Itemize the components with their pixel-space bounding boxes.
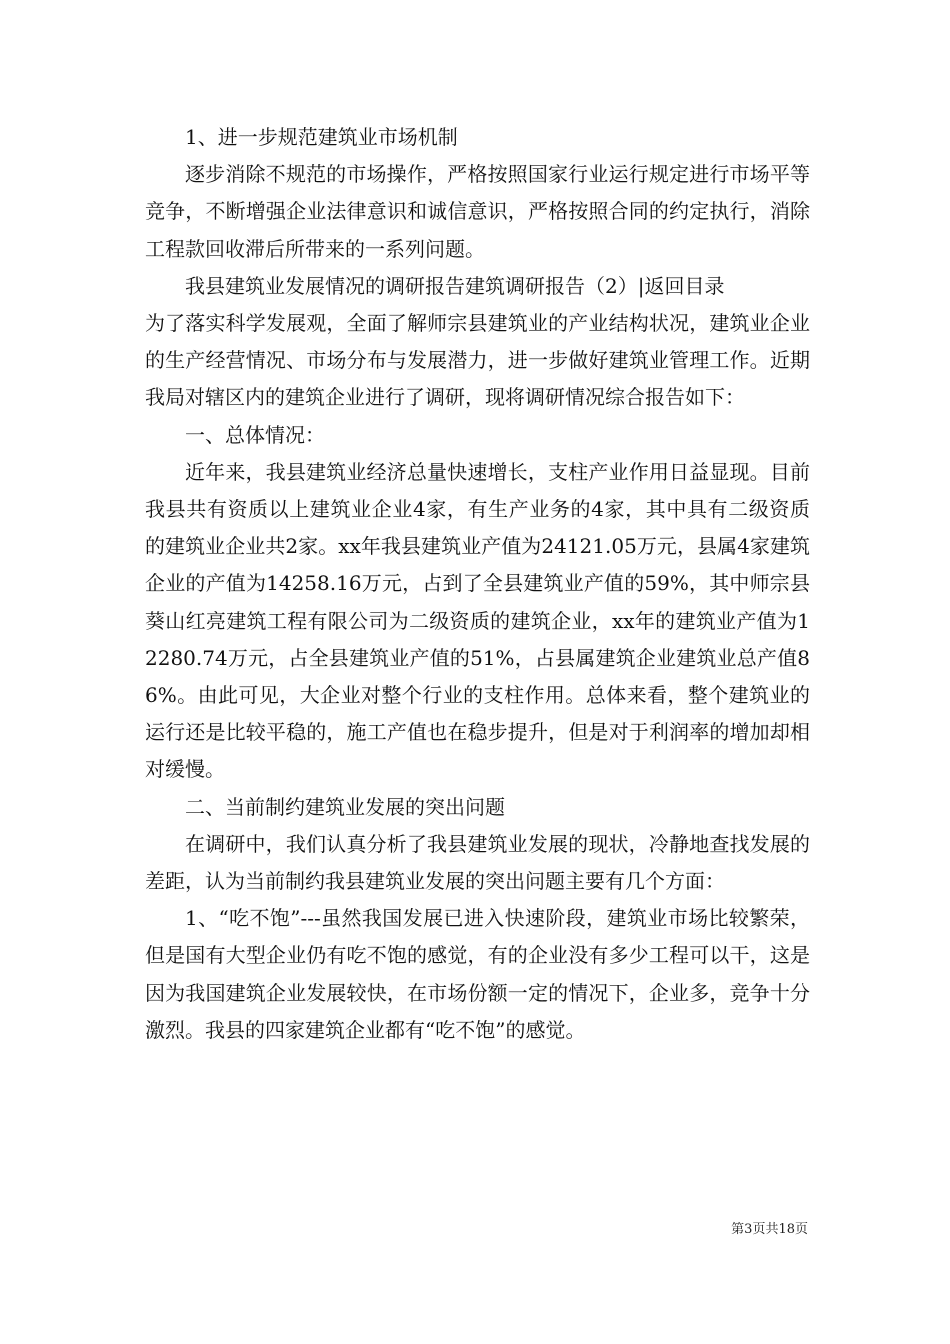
heading-overall-situation: 一、总体情况： bbox=[185, 422, 325, 447]
page-number: 第3页共18页 bbox=[731, 1222, 808, 1237]
paragraph-analysis: 在调研中，我们认真分析了我县建筑业发展的现状，冷静地查找发展的差距，认为当前制约我县建筑业发展的突出问题主要有几个方面： bbox=[145, 831, 810, 894]
paragraph-market-operation: 逐步消除不规范的市场操作，严格按照国家行业运行规定进行市场平等竞争，不断增强企业法律意识和诚信意识，严格按照合同的约定执行，消除工程款回收滞后所带来的一系列问题。 bbox=[145, 162, 810, 261]
paragraph-overall-details: 近年来，我县建筑业经济总量快速增长，支柱产业作用日益显现。目前我县共有资质以上建筑业企业4家，有生产业务的4家，其中具有二级资质的建筑业企业共2家。xx年我县建筑业产值为24121.05万元，县属4家建筑企业的产值为14258.16万元，占到了全县建筑业产值的59%，其中师宗县葵山红亮建筑工程有限公司为二级资质的建筑企业，xx年的建筑业产值为12280.74万元，占全县建筑业产值的51%，占县属建筑企业建筑业总产值86%。由此可见，大企业对整个行业的支柱作用。总体来看，整个建筑业的运行还是比较平稳的，施工产值也在稳步提升，但是对于利润率的增加却相对缓慢。 bbox=[145, 459, 810, 782]
document-body bbox=[145, 119, 810, 1049]
report-title-line: 我县建筑业发展情况的调研报告建筑调研报告（2）|返回目录 bbox=[185, 273, 725, 298]
heading-1-regulate-market: 1、进一步规范建筑业市场机制 bbox=[185, 125, 458, 149]
paragraph-intro: 为了落实科学发展观，全面了解师宗县建筑业的产业结构状况，建筑业企业的生产经营情况、市场分布与发展潜力，进一步做好建筑业管理工作。近期我局对辖区内的建筑企业进行了调研，现将调研情况综合报告如下： bbox=[145, 311, 810, 410]
paragraph-not-full: 1、“吃不饱”---虽然我国发展已进入快速阶段，建筑业市场比较繁荣，但是国有大型企业仍有吃不饱的感觉，有的企业没有多少工程可以干，这是因为我国建筑企业发展较快，在市场份额一定的情况下，企业多，竞争十分激烈。我县的四家建筑企业都有“吃不饱”的感觉。 bbox=[145, 906, 810, 1042]
heading-prominent-problems: 二、当前制约建筑业发展的突出问题 bbox=[185, 794, 505, 819]
